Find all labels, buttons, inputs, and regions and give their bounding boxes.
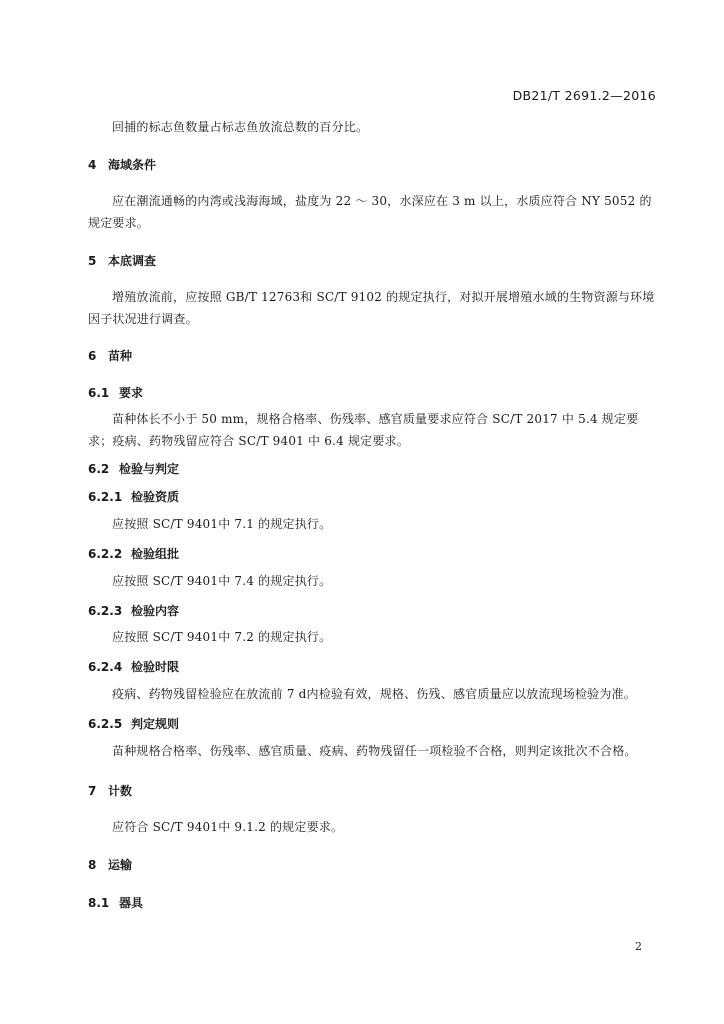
section-number: 5 xyxy=(88,254,97,268)
section-number: 6.1 xyxy=(88,386,110,400)
section-heading-6-1 xyxy=(88,384,658,401)
section-number: 6.2.2 xyxy=(88,547,123,561)
section-heading-6-2-2 xyxy=(88,545,658,562)
section-number: 6.2.4 xyxy=(88,660,123,674)
section-title: 判定规则 xyxy=(131,717,180,731)
paragraph-6-2-2: 应按照 SC/T 9401中 7.4 的规定执行。 xyxy=(112,574,332,588)
section-number: 6.2.3 xyxy=(88,604,123,618)
section-title: 检验组批 xyxy=(131,547,180,561)
section-heading-6 xyxy=(88,347,658,364)
section-title: 要求 xyxy=(119,386,144,400)
section-title: 海域条件 xyxy=(108,158,157,172)
paragraph-5: 增殖放流前，应按照 GB/T 12763和 SC/T 9102 的规定执行，对拟开展增殖水域的生物资源与环境因子状况进行调查。 xyxy=(88,290,655,326)
section-number: 8.1 xyxy=(88,896,110,910)
section-number: 6 xyxy=(88,349,97,363)
section-heading-6-2-5 xyxy=(88,715,658,732)
paragraph-6-2-1: 应按照 SC/T 9401中 7.1 的规定执行。 xyxy=(112,517,332,531)
paragraph-6-2-3: 应按照 SC/T 9401中 7.2 的规定执行。 xyxy=(112,630,332,644)
section-title: 检验时限 xyxy=(131,660,180,674)
paragraph-6-2-4: 疫病、药物残留检验应在放流前 7 d内检验有效，规格、伤残、感官质量应以放流现场检验为准。 xyxy=(112,687,636,701)
paragraph-6-2-5: 苗种规格合格率、伤残率、感官质量、疫病、药物残留任一项检验不合格，则判定该批次不合格。 xyxy=(112,744,637,758)
section-number: 4 xyxy=(88,158,97,172)
paragraph-7: 应符合 SC/T 9401中 9.1.2 的规定要求。 xyxy=(112,820,344,834)
section-heading-8-1 xyxy=(88,894,658,911)
section-title: 运输 xyxy=(108,858,133,872)
section-title: 器具 xyxy=(119,896,144,910)
section-number: 8 xyxy=(88,858,97,872)
section-title: 本底调查 xyxy=(108,254,157,268)
paragraph-6-1: 苗种体长不小于 50 mm，规格合格率、伤残率、感官质量要求应符合 SC/T 2017 中 5.4 规定要求；疫病、药物残留应符合 SC/T 9401 中 6.4 规定要求。 xyxy=(88,412,639,448)
section-title: 检验资质 xyxy=(131,490,180,504)
paragraph-4: 应在潮流通畅的内湾或浅海海域，盐度为 22 ～ 30，水深应在 3 m 以上，水质应符合 NY 5052 的规定要求。 xyxy=(88,194,652,230)
document-code: DB21/T 2691.2—2016 xyxy=(512,88,656,103)
section-heading-6-2-3 xyxy=(88,602,658,619)
section-heading-6-2-4 xyxy=(88,658,658,675)
section-title: 检验内容 xyxy=(131,604,180,618)
section-heading-6-2 xyxy=(88,460,658,477)
section-number: 6.2.5 xyxy=(88,717,123,731)
section-number: 6.2.1 xyxy=(88,490,123,504)
section-title: 计数 xyxy=(108,784,133,798)
section-heading-6-2-1 xyxy=(88,488,658,505)
paragraph-intro: 回捕的标志鱼数量占标志鱼放流总数的百分比。 xyxy=(112,120,369,134)
section-number: 6.2 xyxy=(88,462,110,476)
page-number: 2 xyxy=(635,940,642,953)
section-heading-4 xyxy=(88,156,658,173)
section-heading-8 xyxy=(88,856,658,873)
section-heading-5 xyxy=(88,252,658,269)
section-title: 苗种 xyxy=(108,349,133,363)
section-title: 检验与判定 xyxy=(119,462,180,476)
section-number: 7 xyxy=(88,784,97,798)
section-heading-7 xyxy=(88,782,658,799)
